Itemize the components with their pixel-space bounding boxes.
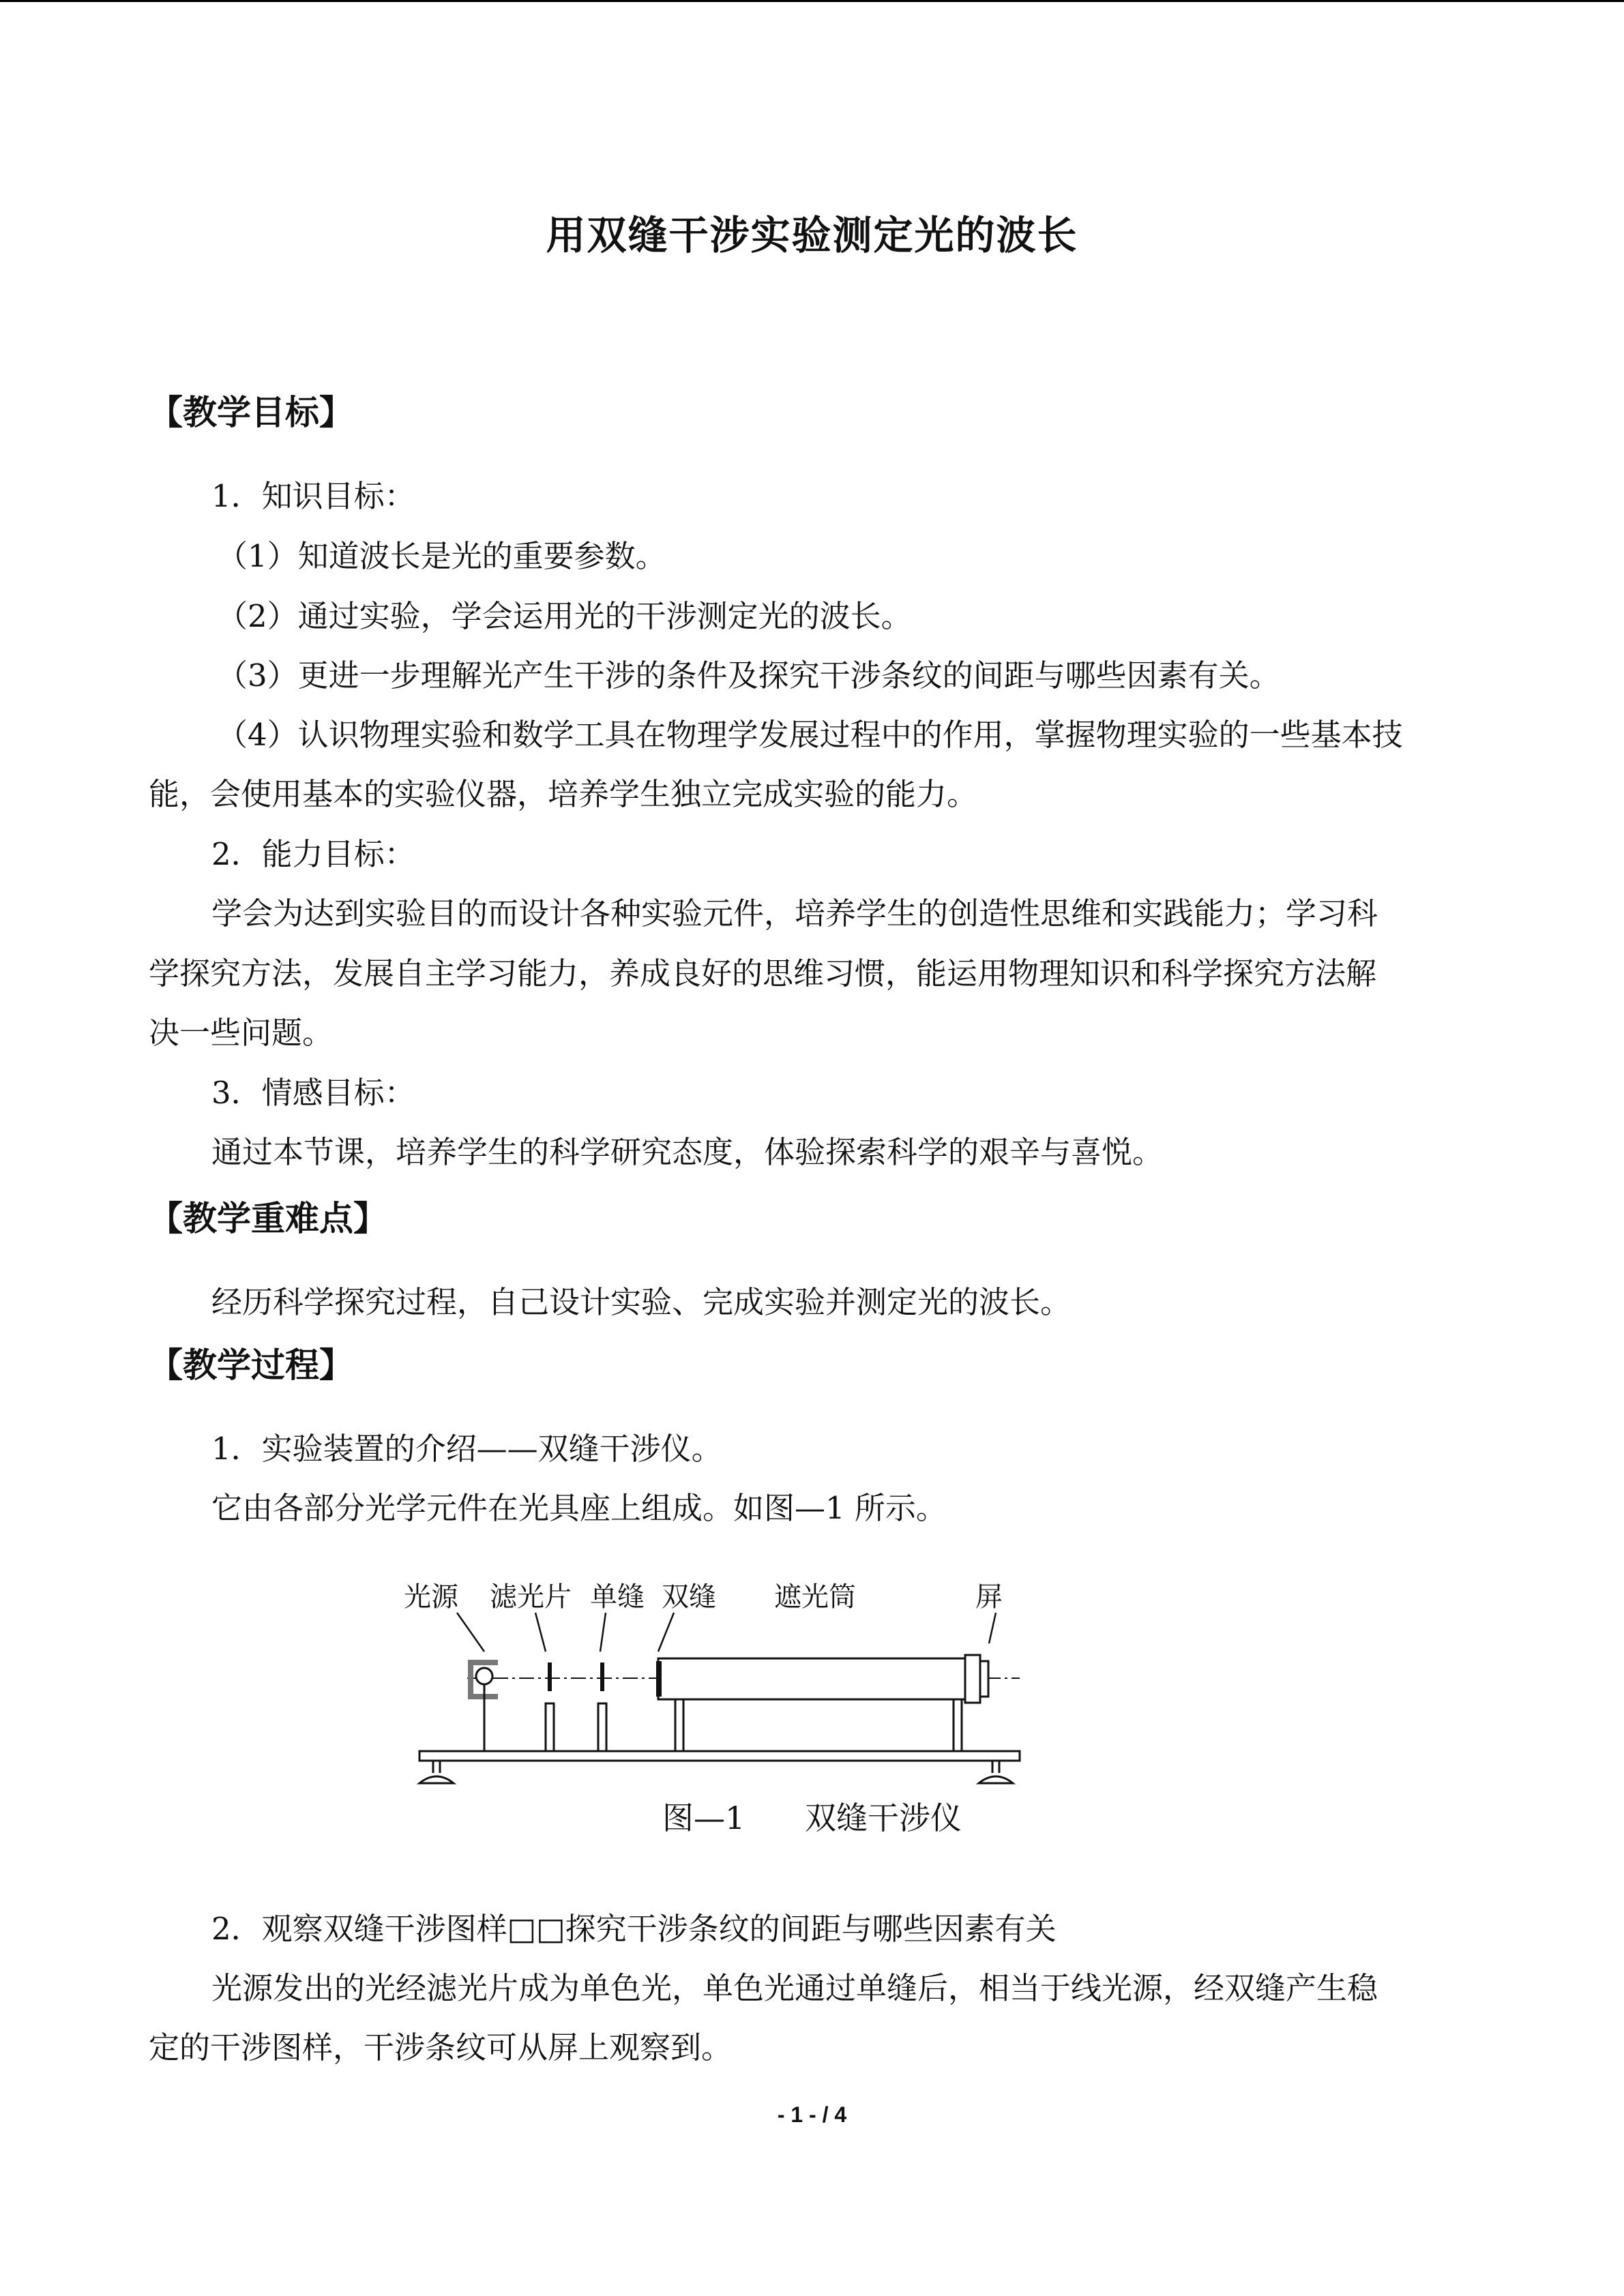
light-source	[471, 1663, 498, 1751]
process-step-2-line-2: 定的干涉图样，干涉条纹可从屏上观察到。	[149, 2029, 733, 2066]
knowledge-goal-label: 1．知识目标：	[211, 478, 415, 514]
label-filter: 滤光片	[490, 1581, 572, 1613]
emotion-goal-label: 3．情感目标：	[211, 1075, 415, 1111]
figure-caption-number: 图—1	[662, 1800, 745, 1836]
knowledge-goal-item-4-line-1: （4）认识物理实验和数学工具在物理学发展过程中的作用，掌握物理实验的一些基本技	[217, 717, 1403, 753]
knowledge-goal-item-4-line-2: 能，会使用基本的实验仪器，培养学生独立完成实验的能力。	[149, 776, 978, 812]
label-light-source: 光源	[404, 1581, 458, 1613]
knowledge-goal-item-1: （1）知道波长是光的重要参数。	[217, 538, 666, 574]
section-heading-key-points: 【教学重难点】	[149, 1198, 387, 1238]
page-top-border	[0, 0, 1624, 2]
ability-goal-line-3: 决一些问题。	[149, 1015, 334, 1051]
page-number: - 1 - / 4	[777, 2102, 847, 2127]
section-heading-goals: 【教学目标】	[149, 392, 353, 432]
single-slit	[598, 1663, 606, 1751]
ability-goal-line-2: 学探究方法，发展自主学习能力，养成良好的思维习惯，能运用物理知识和科学探究方法解	[149, 955, 1377, 992]
process-step-1-title: 1．实验装置的介绍——双缝干涉仪。	[211, 1431, 722, 1467]
knowledge-goal-item-3: （3）更进一步理解光产生干涉的条件及探究干涉条纹的间距与哪些因素有关。	[217, 657, 1280, 694]
filter	[546, 1663, 554, 1751]
leader-light-source	[457, 1613, 484, 1652]
leader-filter	[535, 1613, 546, 1652]
label-screen: 屏	[975, 1581, 1003, 1613]
key-points-text: 经历科学探究过程，自己设计实验、完成实验并测定光的波长。	[211, 1284, 1072, 1320]
ability-goal-line-1: 学会为达到实验目的而设计各种实验元件，培养学生的创造性思维和实践能力；学习科	[211, 895, 1378, 931]
viewing-screen	[980, 1661, 988, 1697]
emotion-goal-text: 通过本节课，培养学生的科学研究态度，体验探索科学的艰辛与喜悦。	[211, 1134, 1164, 1170]
light-shield-tube	[656, 1655, 988, 1751]
label-tube: 遮光筒	[774, 1581, 856, 1613]
knowledge-goal-item-2: （2）通过实验，学会运用光的干涉测定光的波长。	[217, 598, 912, 634]
label-double-slit: 双缝	[662, 1581, 716, 1613]
leader-screen	[989, 1613, 996, 1643]
leader-single-slit	[600, 1613, 606, 1652]
double-slit	[656, 1661, 662, 1697]
process-step-1-text: 它由各部分光学元件在光具座上组成。如图—1 所示。	[211, 1490, 947, 1526]
process-step-2-line-1: 光源发出的光经滤光片成为单色光，单色光通过单缝后，相当于线光源，经双缝产生稳	[211, 1970, 1378, 2006]
leader-double-slit	[658, 1613, 674, 1652]
process-step-2-title: 2．观察双缝干涉图样□□探究干涉条纹的间距与哪些因素有关	[211, 1911, 1057, 1947]
label-single-slit: 单缝	[590, 1581, 645, 1613]
figure-caption-text: 双缝干涉仪	[805, 1800, 962, 1836]
optical-bench	[419, 1751, 1020, 1783]
figure-caption	[0, 1795, 1624, 1840]
page-title: 用双缝干涉实验测定光的波长	[546, 212, 1078, 258]
double-slit-apparatus-figure	[389, 1575, 1044, 1800]
ability-goal-label: 2．能力目标：	[211, 836, 415, 872]
section-heading-process: 【教学过程】	[149, 1345, 353, 1385]
